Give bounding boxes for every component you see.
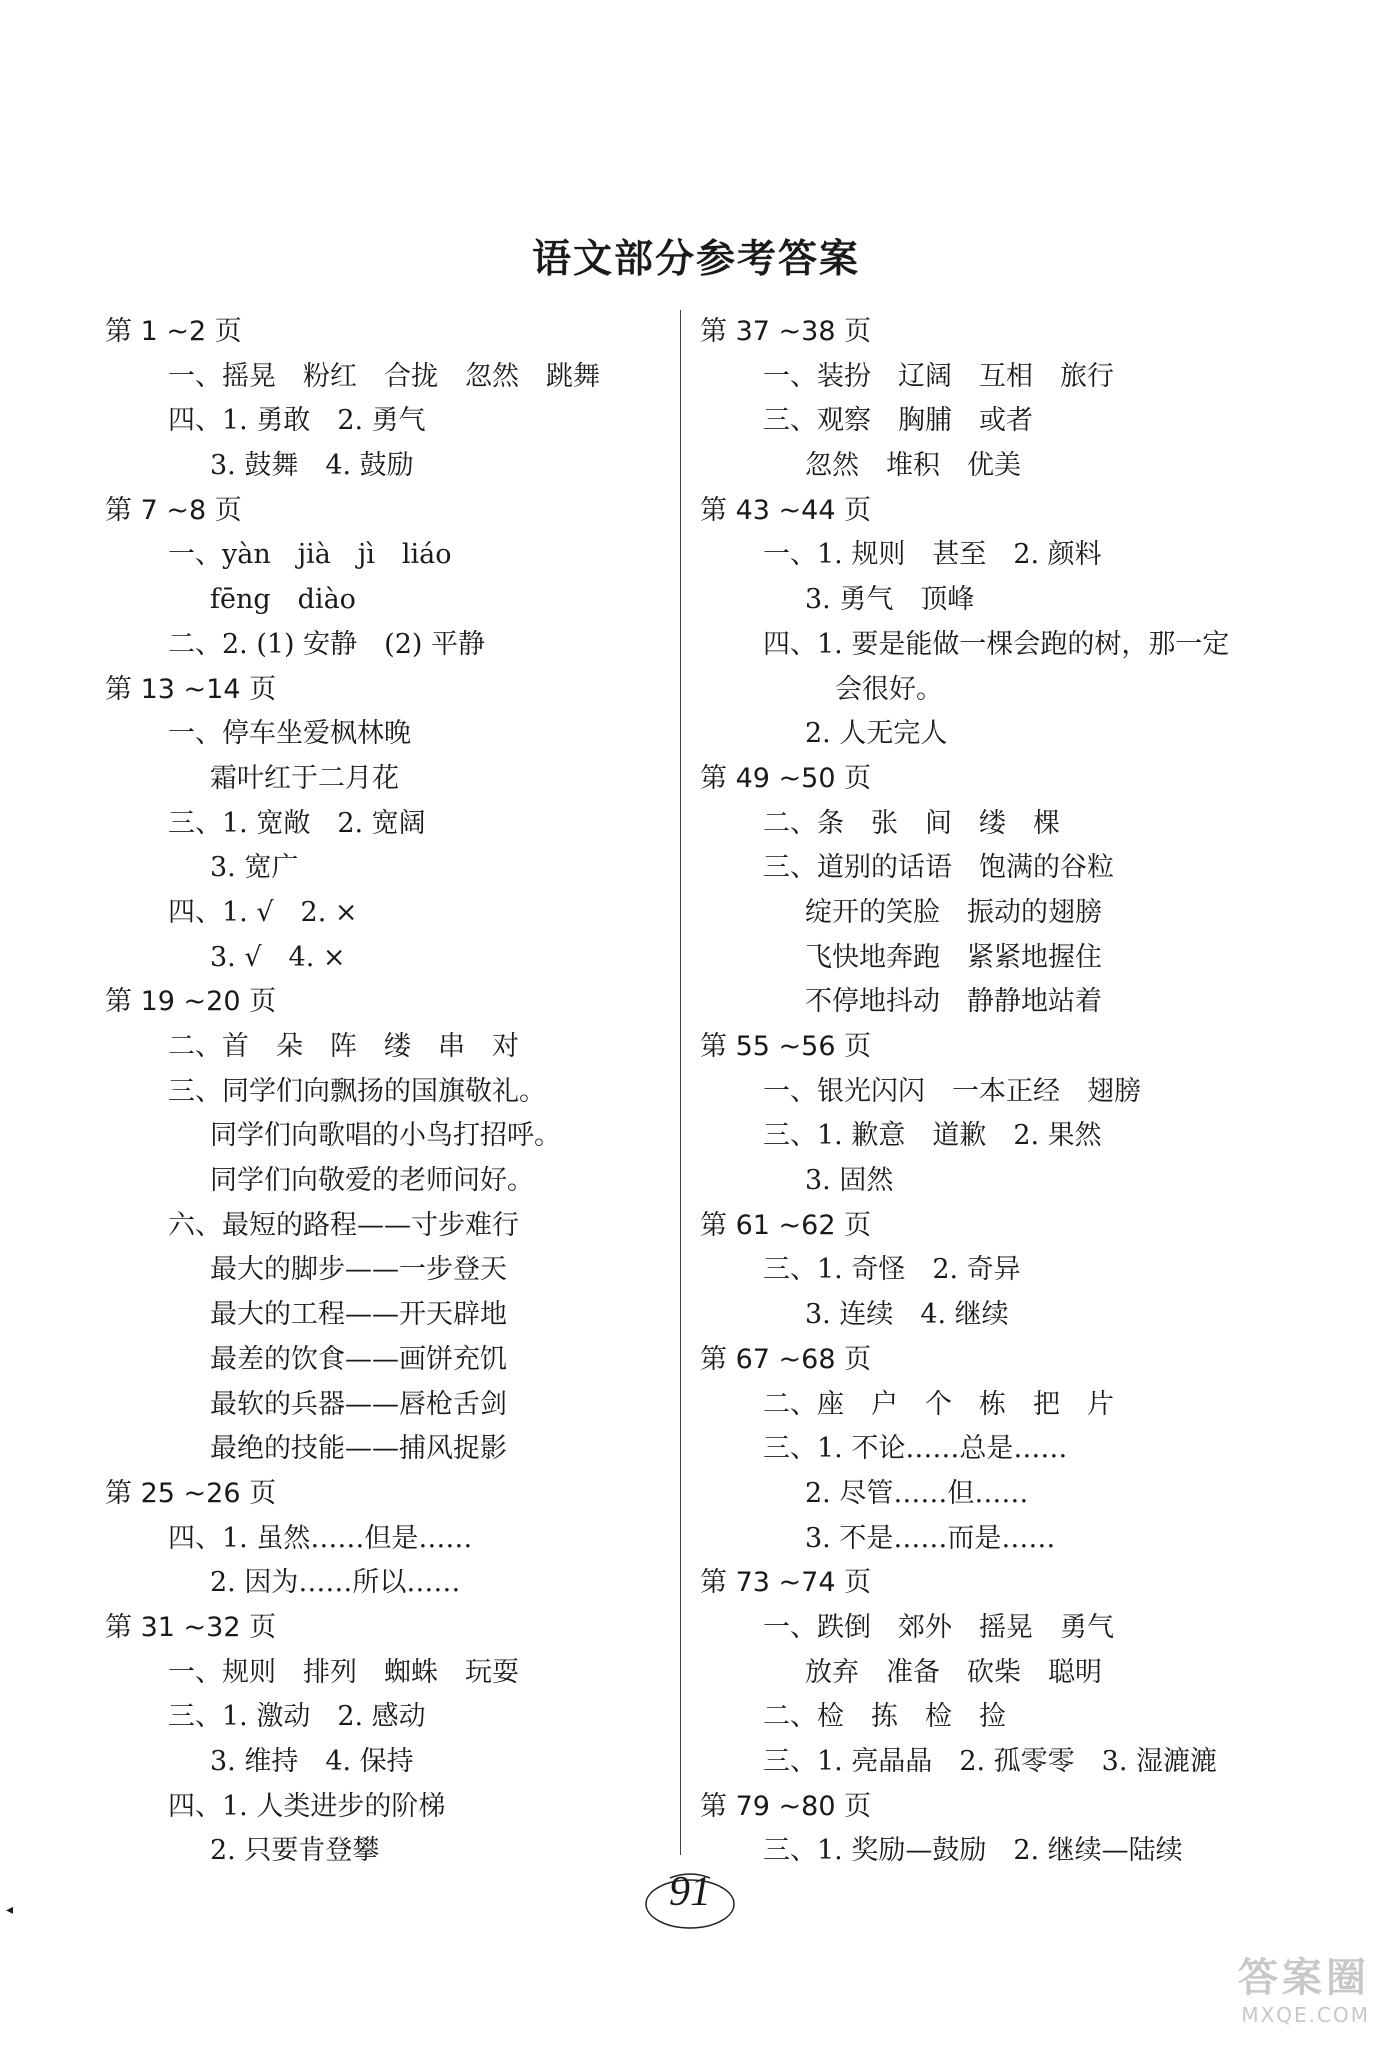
answer-line: 放弃 准备 砍柴 聪明 — [805, 1656, 1102, 1688]
answer-line: 3. √ 4. × — [210, 941, 346, 973]
answer-line: 三、1. 不论……总是…… — [763, 1433, 1068, 1465]
section-heading: 第 13 ~14 页 — [105, 673, 277, 705]
answer-line: 三、同学们向飘扬的国旗敬礼。 — [168, 1075, 546, 1107]
answer-line: 一、摇晃 粉红 合拢 忽然 跳舞 — [168, 360, 600, 392]
answer-line: 六、最短的路程——寸步难行 — [168, 1209, 519, 1241]
answer-line: 2. 人无完人 — [805, 718, 948, 750]
answer-line: 不停地抖动 静静地站着 — [805, 986, 1102, 1018]
section-heading: 第 1 ~2 页 — [105, 316, 242, 347]
section-heading: 第 79 ~80 页 — [700, 1790, 872, 1822]
answer-line: 三、道别的话语 饱满的谷粒 — [763, 852, 1114, 884]
answer-line: 3. 连续 4. 继续 — [805, 1299, 1009, 1331]
section-heading: 第 55 ~56 页 — [700, 1031, 872, 1062]
right-answer-column — [700, 310, 1320, 1874]
section-heading: 第 25 ~26 页 — [105, 1477, 277, 1509]
answer-line: 四、1. 人类进步的阶梯 — [168, 1790, 446, 1822]
answer-line: 同学们向歌唱的小鸟打招呼。 — [210, 1120, 561, 1152]
answer-line: 四、1. 勇敢 2. 勇气 — [168, 405, 426, 437]
section-heading: 第 49 ~50 页 — [700, 762, 872, 794]
page-number-text: 91 — [669, 1869, 711, 1915]
corner-marker-icon: ◂ — [6, 1902, 14, 1918]
answer-line: 绽开的笑脸 振动的翅膀 — [805, 896, 1102, 928]
answer-line: 3. 勇气 顶峰 — [805, 584, 975, 616]
answer-line: 四、1. 要是能做一棵会跑的树，那一定 — [763, 628, 1230, 660]
answer-line: 同学们向敬爱的老师问好。 — [210, 1165, 534, 1197]
answer-line: 3. 固然 — [805, 1165, 894, 1197]
answer-line: 二、座 户 个 栋 把 片 — [763, 1388, 1114, 1420]
answer-line: 一、规则 排列 蜘蛛 玩耍 — [168, 1656, 519, 1688]
answer-line: 二、首 朵 阵 缕 串 对 — [168, 1031, 519, 1062]
answer-line: 3. 宽广 — [210, 852, 299, 884]
answer-line: 三、1. 歉意 道歉 2. 果然 — [763, 1120, 1102, 1152]
answer-line: 三、1. 亮晶晶 2. 孤零零 3. 湿漉漉 — [763, 1746, 1218, 1777]
section-heading: 第 73 ~74 页 — [700, 1567, 872, 1599]
answer-line: 2. 因为……所以…… — [210, 1567, 461, 1599]
section-heading: 第 7 ~8 页 — [105, 494, 242, 526]
section-heading: 第 37 ~38 页 — [700, 316, 872, 347]
section-heading: 第 19 ~20 页 — [105, 986, 277, 1018]
answer-line: 一、停车坐爱枫林晚 — [168, 718, 411, 750]
answer-line: 3. 不是……而是…… — [805, 1522, 1056, 1554]
answer-line: 一、装扮 辽阔 互相 旅行 — [763, 360, 1114, 392]
section-heading: 第 31 ~32 页 — [105, 1611, 277, 1643]
answer-line: 2. 只要肯登攀 — [210, 1835, 380, 1867]
section-heading: 第 43 ~44 页 — [700, 494, 872, 526]
answer-line: 二、2. (1) 安静 (2) 平静 — [168, 628, 485, 660]
answer-line: 3. 鼓舞 4. 鼓励 — [210, 450, 414, 482]
answer-line: 一、银光闪闪 一本正经 翅膀 — [763, 1075, 1141, 1107]
page-number — [640, 1868, 740, 1916]
answer-line: 三、1. 宽敞 2. 宽阔 — [168, 807, 426, 839]
answer-line: 三、1. 奇怪 2. 奇异 — [763, 1254, 1021, 1286]
answer-line: 飞快地奔跑 紧紧地握住 — [805, 941, 1102, 973]
answer-line: 三、1. 激动 2. 感动 — [168, 1701, 426, 1733]
answer-line: 三、观察 胸脯 或者 — [763, 405, 1033, 437]
answer-line: 二、检 拣 检 捡 — [763, 1701, 1006, 1733]
answer-line: 最大的工程——开天辟地 — [210, 1299, 507, 1331]
answer-line: 一、yàn jià jì liáo — [168, 539, 452, 571]
answer-line: 四、1. √ 2. × — [168, 896, 358, 928]
answer-line: 最差的饮食——画饼充饥 — [210, 1343, 507, 1375]
answer-line: 一、1. 规则 甚至 2. 颜料 — [763, 539, 1102, 571]
column-divider — [680, 310, 681, 1855]
answer-line: 忽然 堆积 优美 — [805, 450, 1021, 482]
answer-line: 四、1. 虽然……但是…… — [168, 1522, 473, 1554]
answer-line: 3. 维持 4. 保持 — [210, 1746, 414, 1777]
page-number-ornament-icon — [640, 1868, 740, 1938]
answer-line: 三、1. 奖励—鼓励 2. 继续—陆续 — [763, 1835, 1183, 1867]
section-heading: 第 67 ~68 页 — [700, 1343, 872, 1375]
answer-line: 霜叶红于二月花 — [210, 762, 399, 794]
answer-line: 最大的脚步——一步登天 — [210, 1254, 507, 1286]
answer-line: fēng diào — [210, 584, 356, 616]
section-heading: 第 61 ~62 页 — [700, 1209, 872, 1241]
answer-line: 二、条 张 间 缕 棵 — [763, 807, 1060, 839]
answer-line: 最绝的技能——捕风捉影 — [210, 1433, 507, 1465]
watermark-logo: 答案圈 — [1238, 1955, 1370, 2001]
watermark — [1238, 1946, 1370, 2027]
left-answer-column — [105, 310, 665, 1874]
answer-line: 会很好。 — [835, 673, 943, 705]
answer-line: 最软的兵器——唇枪舌剑 — [210, 1388, 507, 1420]
watermark-url: MXQE.COM — [1241, 2003, 1370, 2027]
answer-line: 一、跌倒 郊外 摇晃 勇气 — [763, 1611, 1114, 1643]
answer-line: 2. 尽管……但…… — [805, 1477, 1029, 1509]
page-title: 语文部分参考答案 — [531, 237, 860, 282]
